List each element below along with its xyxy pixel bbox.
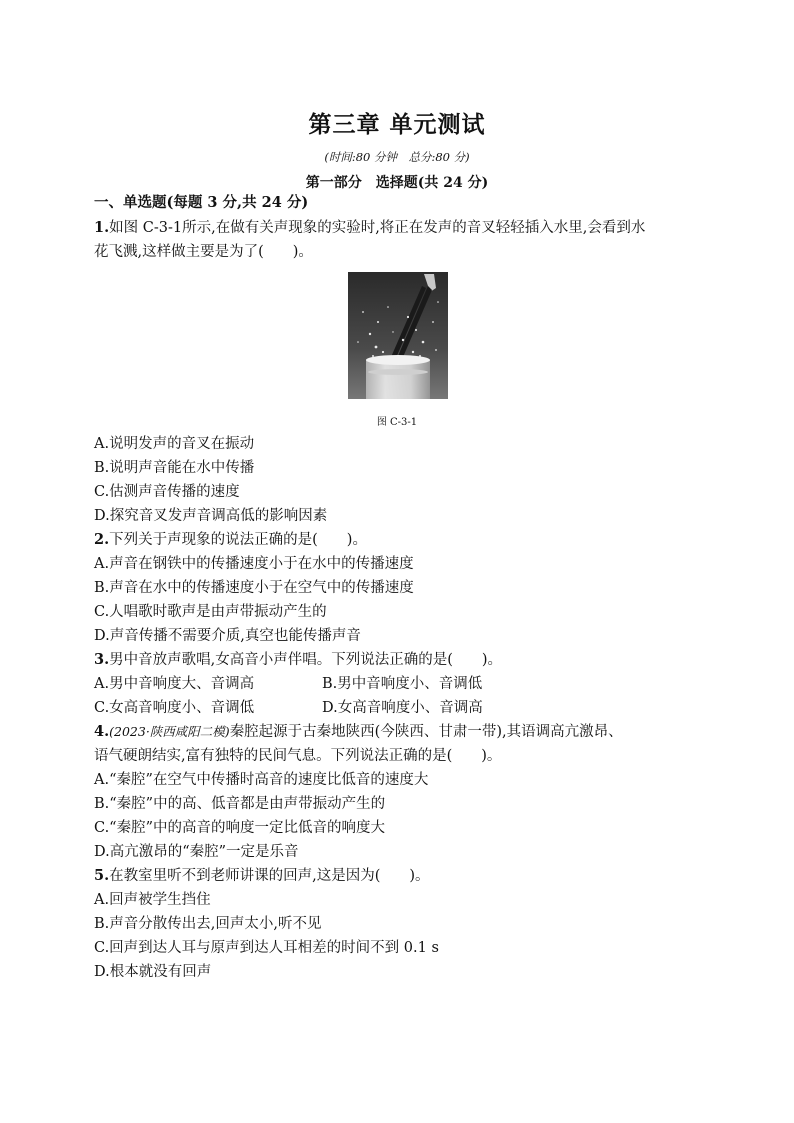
question-5-option-d: D.根本就没有回声 — [94, 964, 212, 980]
question-3-option-d: D.女高音响度小、音调高 — [322, 700, 483, 716]
tuning-fork-figure — [348, 272, 448, 399]
question-text: 如图 C-3-1所示,在做有关声现象的实验时,将正在发声的音叉轻轻插入水里,会看到水 — [109, 220, 646, 236]
question-1-line-2: 花飞溅,这样做主要是为了( )。 — [94, 244, 313, 260]
question-number: 1. — [94, 219, 110, 236]
question-1-line-1 — [94, 218, 645, 238]
question-1-option-a: A.说明发声的音叉在振动 — [94, 436, 255, 452]
question-3-stem — [94, 650, 502, 670]
question-5-option-a: A.回声被学生挡住 — [94, 892, 211, 908]
exam-info: (时间:80 分钟 总分:80 分) — [324, 150, 470, 164]
question-2-option-c: C.人唱歌时歌声是由声带振动产生的 — [94, 604, 327, 620]
figure-caption: 图 C-3-1 — [376, 417, 418, 428]
page-title: 第三章 单元测试 — [308, 112, 486, 138]
question-2-option-d: D.声音传播不需要介质,真空也能传播声音 — [94, 628, 361, 644]
part-heading: 第一部分 选择题(共 24 分) — [305, 175, 489, 191]
question-2-option-b: B.声音在水中的传播速度小于在空气中的传播速度 — [94, 580, 414, 596]
question-source: (2023·陕西咸阳二模) — [109, 724, 230, 739]
question-3-option-c: C.女高音响度小、音调低 — [94, 700, 255, 716]
question-1-option-d: D.探究音叉发声音调高低的影响因素 — [94, 508, 328, 524]
question-2-option-a: A.声音在钢铁中的传播速度小于在水中的传播速度 — [94, 556, 414, 572]
question-3-option-b: B.男中音响度小、音调低 — [322, 676, 483, 692]
question-3-option-a: A.男中音响度大、音调高 — [94, 676, 255, 692]
question-1-option-c: C.估测声音传播的速度 — [94, 484, 240, 500]
question-5-option-b: B.声音分散传出去,回声太小,听不见 — [94, 916, 322, 932]
section-heading: 一、单选题(每题 3 分,共 24 分) — [94, 194, 309, 211]
question-text: 男中音放声歌唱,女高音小声伴唱。下列说法正确的是( )。 — [109, 652, 503, 668]
question-number: 2. — [94, 531, 110, 548]
question-4-line-2: 语气硬朗结实,富有独特的民间气息。下列说法正确的是( )。 — [94, 748, 502, 764]
question-number: 5. — [94, 867, 110, 884]
tuning-fork-in-water-photo — [348, 272, 448, 399]
question-4-option-c: C.“秦腔”中的高音的响度一定比低音的响度大 — [94, 820, 386, 836]
question-4-option-b: B.“秦腔”中的高、低音都是由声带振动产生的 — [94, 796, 386, 812]
question-number: 3. — [94, 651, 110, 668]
question-5-option-c: C.回声到达人耳与原声到达人耳相差的时间不到 0.1 s — [94, 940, 439, 956]
question-4-line-1 — [94, 722, 623, 742]
question-5-stem — [94, 866, 430, 886]
question-text: 秦腔起源于古秦地陕西(今陕西、甘肃一带),其语调高亢激昂、 — [229, 724, 623, 740]
question-4-option-a: A.“秦腔”在空气中传播时高音的速度比低音的速度大 — [94, 772, 429, 788]
question-number: 4. — [94, 723, 110, 740]
question-2-stem — [94, 530, 367, 550]
question-4-option-d: D.高亢激昂的“秦腔”一定是乐音 — [94, 844, 299, 860]
question-1-option-b: B.说明声音能在水中传播 — [94, 460, 255, 476]
question-text: 下列关于声现象的说法正确的是( )。 — [109, 532, 367, 548]
question-text: 在教室里听不到老师讲课的回声,这是因为( )。 — [109, 868, 430, 884]
